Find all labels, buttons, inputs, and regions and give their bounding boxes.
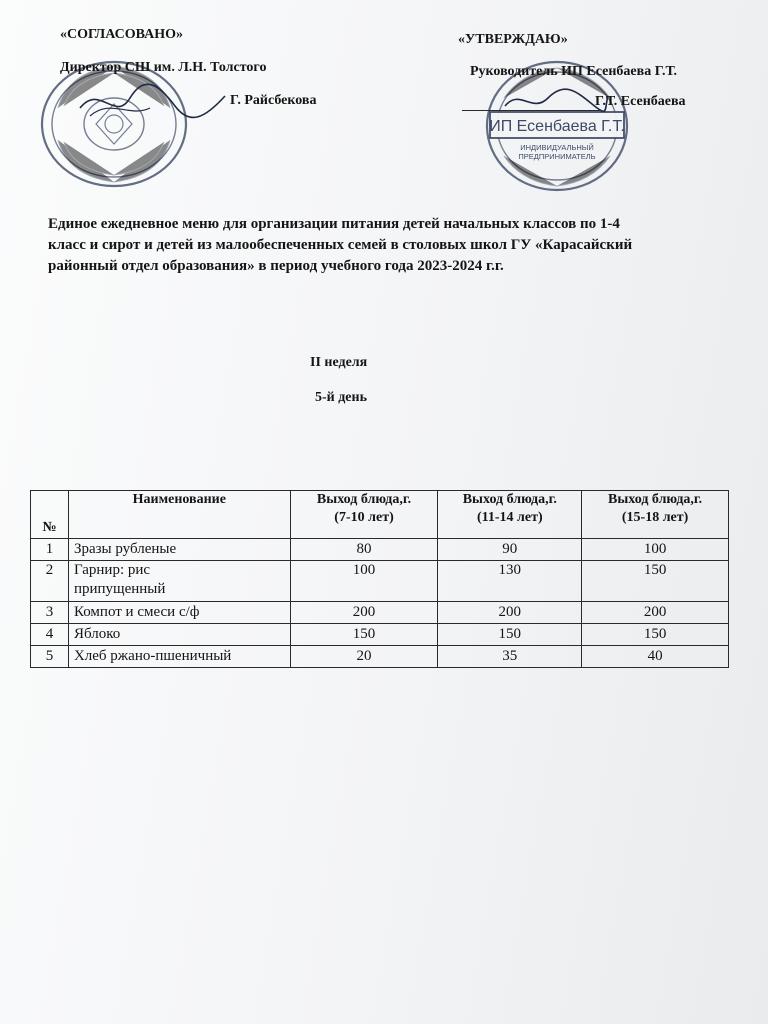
header-portion-11-14: Выход блюда,г. (11-14 лет) <box>438 491 582 539</box>
head-signature <box>500 84 610 118</box>
menu-table <box>30 490 729 668</box>
portion-15-18: 150 <box>582 624 729 646</box>
table-row <box>31 646 729 668</box>
row-number: 5 <box>31 646 69 668</box>
table-header-row <box>31 491 729 539</box>
table-row <box>31 561 729 602</box>
day-label: 5-й день <box>315 390 367 405</box>
heading-line-1: Единое ежедневное меню для организации питания детей начальных классов по 1-4 <box>48 216 620 232</box>
week-label: II неделя <box>310 355 368 370</box>
approval-signatory: Г. Райсбекова <box>230 93 317 108</box>
portion-15-18: 100 <box>582 539 729 561</box>
portion-11-14: 90 <box>438 539 582 561</box>
dish-name: Хлеб ржано-пшеничный <box>68 646 290 668</box>
signature-line <box>462 110 600 111</box>
dish-name: Гарнир: рис припущенный <box>68 561 290 602</box>
heading-line-2: класс и сирот и детей из малообеспеченных семей в столовых школ ГУ «Карасайский <box>48 237 633 253</box>
table-row <box>31 539 729 561</box>
document-heading <box>48 214 748 277</box>
header-number: № <box>31 491 69 539</box>
portion-11-14: 130 <box>438 561 582 602</box>
table-row <box>31 624 729 646</box>
header-portion-15-18: Выход блюда,г. (15-18 лет) <box>582 491 729 539</box>
portion-7-10: 100 <box>290 561 438 602</box>
stamp-subtitle-2: ПРЕДПРИНИМАТЕЛЬ <box>518 152 596 161</box>
portion-11-14: 35 <box>438 646 582 668</box>
director-signature <box>70 78 230 128</box>
row-number: 2 <box>31 561 69 602</box>
confirm-title: «УТВЕРЖДАЮ» <box>458 32 568 47</box>
header-name: Наименование <box>68 491 290 539</box>
portion-15-18: 200 <box>582 602 729 624</box>
portion-15-18: 150 <box>582 561 729 602</box>
portion-7-10: 200 <box>290 602 438 624</box>
dish-name: Зразы рубленые <box>68 539 290 561</box>
row-number: 3 <box>31 602 69 624</box>
row-number: 1 <box>31 539 69 561</box>
portion-7-10: 150 <box>290 624 438 646</box>
confirm-head: Руководитель ИП Есенбаева Г.Т. <box>470 64 677 79</box>
stamp-name-text: ИП Есенбаева Г.Т. <box>489 118 625 135</box>
row-number: 4 <box>31 624 69 646</box>
stamp-subtitle-1: ИНДИВИДУАЛЬНЫЙ <box>520 143 594 152</box>
header-portion-7-10: Выход блюда,г. (7-10 лет) <box>290 491 438 539</box>
approval-title: «СОГЛАСОВАНО» <box>60 27 183 42</box>
approval-director: Директор СШ им. Л.Н. Толстого <box>60 60 267 75</box>
dish-name: Яблоко <box>68 624 290 646</box>
portion-7-10: 20 <box>290 646 438 668</box>
heading-line-3: районный отдел образования» в период учебного года 2023-2024 г.г. <box>48 258 504 274</box>
portion-11-14: 200 <box>438 602 582 624</box>
portion-15-18: 40 <box>582 646 729 668</box>
dish-name: Компот и смеси с/ф <box>68 602 290 624</box>
table-row <box>31 602 729 624</box>
confirm-signatory: Г.Т. Есенбаева <box>595 94 686 109</box>
portion-7-10: 80 <box>290 539 438 561</box>
portion-11-14: 150 <box>438 624 582 646</box>
